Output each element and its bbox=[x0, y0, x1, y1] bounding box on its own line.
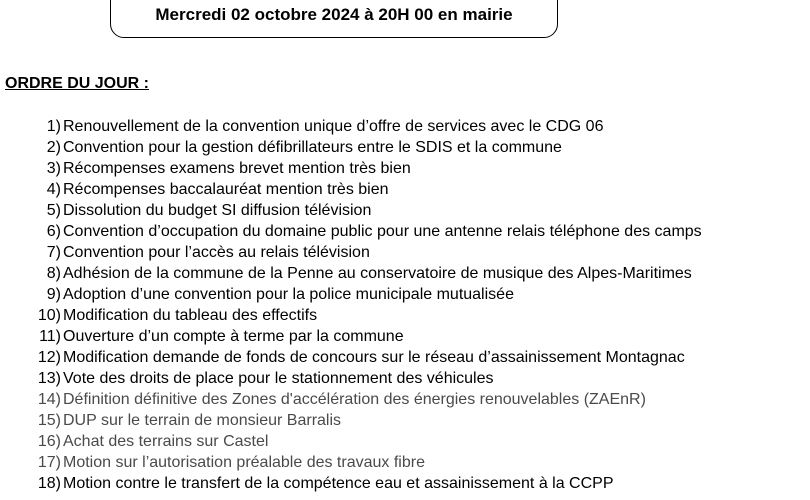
agenda-item-number: 15) bbox=[37, 412, 61, 429]
agenda-item-text: Dissolution du budget SI diffusion télévision bbox=[63, 202, 372, 219]
agenda-item-number: 8) bbox=[46, 265, 61, 282]
agenda-item-text: Adhésion de la commune de la Penne au conservatoire de musique des Alpes-Maritimes bbox=[63, 265, 692, 282]
agenda-item-text: Modification du tableau des effectifs bbox=[63, 307, 318, 324]
agenda-item-text: Définition définitive des Zones d'accélération des énergies renouvelables (ZAEnR) bbox=[63, 391, 646, 408]
agenda-item-number: 13) bbox=[37, 370, 61, 387]
agenda-item-text: Convention d’occupation du domaine public pour une antenne relais téléphone des camps bbox=[63, 223, 702, 240]
agenda-item-number: 4) bbox=[46, 181, 61, 198]
agenda-item-number: 14) bbox=[37, 391, 61, 408]
agenda-item-number: 3) bbox=[46, 160, 61, 177]
agenda-heading: ORDRE DU JOUR : bbox=[5, 75, 150, 92]
agenda-item-text: Ouverture d’un compte à terme par la commune bbox=[63, 328, 404, 345]
meeting-date-box bbox=[110, 0, 558, 38]
agenda-item-number: 2) bbox=[46, 139, 61, 156]
agenda-item-text: Modification demande de fonds de concours sur le réseau d’assainissement Montagnac bbox=[63, 349, 685, 366]
agenda-item-number: 16) bbox=[37, 433, 61, 450]
agenda-item-number: 9) bbox=[46, 286, 61, 303]
agenda-item-text: Vote des droits de place pour le stationnement des véhicules bbox=[63, 370, 494, 387]
agenda-item-number: 6) bbox=[46, 223, 61, 240]
agenda-item-text: Renouvellement de la convention unique d’offre de services avec le CDG 06 bbox=[63, 118, 604, 135]
meeting-date-text: Mercredi 02 octobre 2024 à 20H 00 en mairie bbox=[155, 5, 513, 24]
agenda-item-number: 5) bbox=[46, 202, 61, 219]
agenda-item-number: 11) bbox=[39, 328, 61, 345]
agenda-item-number: 17) bbox=[37, 454, 61, 471]
agenda-item-number: 18) bbox=[37, 475, 61, 492]
agenda-item-text: Récompenses examens brevet mention très bien bbox=[63, 160, 411, 177]
agenda-item-text: Achat des terrains sur Castel bbox=[63, 433, 269, 450]
agenda-item-text: DUP sur le terrain de monsieur Barralis bbox=[63, 412, 342, 429]
agenda-item-number: 10) bbox=[37, 307, 61, 324]
agenda-item-text: Récompenses baccalauréat mention très bien bbox=[63, 181, 389, 198]
agenda-item-number: 7) bbox=[46, 244, 61, 261]
agenda-item-text: Motion sur l’autorisation préalable des travaux fibre bbox=[63, 454, 425, 471]
agenda-item-number: 12) bbox=[37, 349, 61, 366]
agenda-item-text: Convention pour la gestion défibrillateurs entre le SDIS et la commune bbox=[63, 139, 562, 156]
agenda-item-number: 1) bbox=[46, 118, 61, 135]
agenda-item-text: Convention pour l’accès au relais télévision bbox=[63, 244, 370, 261]
agenda-item-text: Motion contre le transfert de la compétence eau et assainissement à la CCPP bbox=[63, 475, 614, 492]
agenda-item-text: Adoption d’une convention pour la police municipale mutualisée bbox=[63, 286, 514, 303]
